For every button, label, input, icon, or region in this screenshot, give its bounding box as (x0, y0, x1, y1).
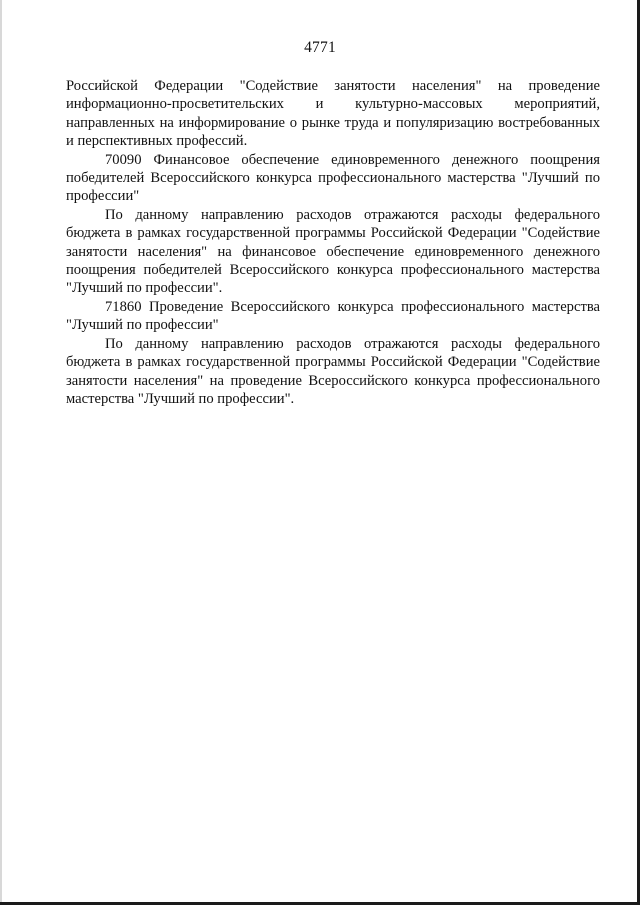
paragraph-code-71860-description: По данному направлению расходов отражаются расходы федерального бюджета в рамках государственной программы Российской Федерации "Содействие занятости населения" на проведение Всероссийского конкурса профессионального мастерства "Лучший по профессии". (66, 335, 600, 407)
paragraph-continuation: Российской Федерации "Содействие занятости населения" на проведение информационно-просветительских и культурно-массовых мероприятий, направленных на информирование о рынке труда и популяризацию востребованных и перспективных профессий. (66, 78, 600, 150)
document-body (66, 77, 600, 408)
page-number: 4771 (304, 39, 336, 56)
paragraph-code-70090-heading: 70090 Финансовое обеспечение единовременного денежного поощрения победителей Всероссийского конкурса профессионального мастерства "Лучший по профессии" (66, 151, 600, 205)
paragraph-code-70090-description: По данному направлению расходов отражаются расходы федерального бюджета в рамках государственной программы Российской Федерации "Содействие занятости населения" на финансовое обеспечение единовременного денежного поощрения победителей Всероссийского конкурса профессионального мастерства "Лучший по профессии". (66, 206, 600, 297)
paragraph-code-71860-heading: 71860 Проведение Всероссийского конкурса профессионального мастерства "Лучший по профессии" (66, 298, 600, 334)
